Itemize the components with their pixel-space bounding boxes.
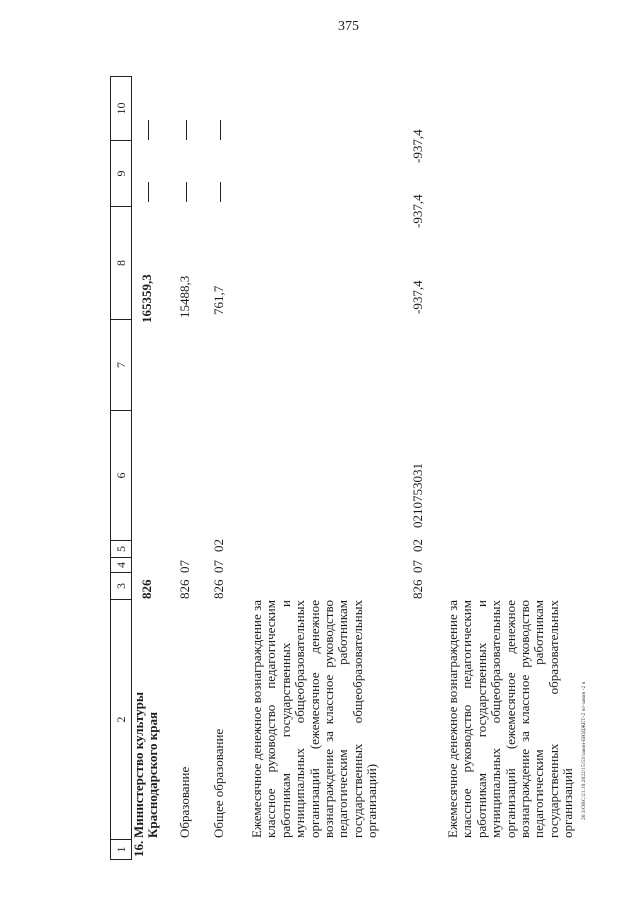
footer-code: 20.3/OBC/21.10.2022/15:53/закон-БЮДЖЕТ-2 чт-закон -2 ч xyxy=(581,681,587,820)
page-number: 375 xyxy=(338,19,359,34)
col-num-1: 1 xyxy=(111,840,132,860)
row-c9-dash xyxy=(186,182,187,202)
row-c10-dash xyxy=(220,120,221,140)
col-num-10: 10 xyxy=(111,77,132,141)
row-c4: 07 xyxy=(410,560,425,573)
col-num-2: 2 xyxy=(111,600,132,840)
row-c5: 02 xyxy=(410,539,425,552)
row-c6: 0210753031 xyxy=(410,463,425,528)
col-num-7: 7 xyxy=(111,320,132,411)
row-name: Общее образование xyxy=(211,728,226,838)
row-c3: 826 xyxy=(177,579,192,599)
rotated-table xyxy=(110,60,630,860)
row-name: Ежемесячное денежное вознаграждение за классное руководство педагогическим работникам государственных и муниципальных общеобразовательных организаций (ежемесячное денежное вознаграждение за классное руководство педагогическим работникам государственных общеобразовательных организаций) xyxy=(249,600,380,838)
col-num-5: 5 xyxy=(111,541,132,558)
row-c4: 07 xyxy=(177,560,192,573)
row-name: Министерство культуры Краснодарского края xyxy=(131,692,161,838)
col-num-9: 9 xyxy=(111,141,132,207)
row-c9-dash xyxy=(220,182,221,202)
row-number: 16. xyxy=(131,840,146,857)
row-c4: 07 xyxy=(211,560,226,573)
row-c5: 02 xyxy=(211,539,226,552)
row-c8: -937,4 xyxy=(410,280,425,314)
row-c3: 826 xyxy=(139,579,154,599)
row-c8: 165359,3 xyxy=(139,274,154,323)
row-c9-dash xyxy=(148,182,149,202)
row-name: Ежемесячное денежное вознаграждение за классное руководство педагогическим работникам государственных и муниципальных общеобразовательных организаций (ежемесячное денежное вознаграждение за классное руководство педагогическим работникам государственных образовательных организаций xyxy=(445,600,576,838)
row-c8: 15488,3 xyxy=(177,275,192,318)
col-num-8: 8 xyxy=(111,207,132,320)
row-c8: 761,7 xyxy=(211,285,226,315)
col-num-4: 4 xyxy=(111,558,132,573)
row-c10: -937,4 xyxy=(410,129,425,163)
row-c10-dash xyxy=(148,120,149,140)
row-c3: 826 xyxy=(211,579,226,599)
row-c10-dash xyxy=(186,120,187,140)
row-name: Образование xyxy=(177,766,192,838)
col-num-3: 3 xyxy=(111,573,132,600)
col-num-6: 6 xyxy=(111,411,132,541)
column-number-header xyxy=(110,76,132,860)
row-c9: -937,4 xyxy=(410,194,425,228)
row-c3: 826 xyxy=(410,579,425,599)
